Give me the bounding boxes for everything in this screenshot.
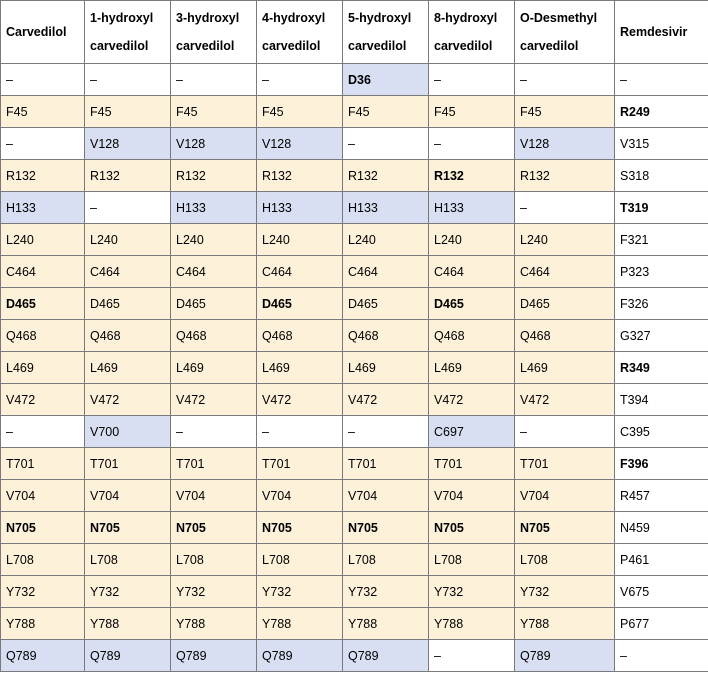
table-cell: V704 [257,480,343,512]
table-row [1,128,708,160]
table-cell: Q468 [1,320,85,352]
table-cell: L240 [343,224,429,256]
table-cell: L469 [85,352,171,384]
table-cell: T701 [343,448,429,480]
table-cell: R132 [343,160,429,192]
table-cell: L708 [1,544,85,576]
table-cell: N705 [85,512,171,544]
table-cell: N459 [615,512,708,544]
table-cell: H133 [1,192,85,224]
table-cell: C464 [257,256,343,288]
table-cell: F45 [343,96,429,128]
table-cell: – [515,192,615,224]
table-cell: C395 [615,416,708,448]
table-cell: L240 [171,224,257,256]
table-cell: Q468 [257,320,343,352]
table-cell: – [615,640,708,672]
column-header [1,1,85,64]
table-cell: Y732 [515,576,615,608]
table-cell: C464 [343,256,429,288]
table-row [1,352,708,384]
table-cell: V472 [429,384,515,416]
table-cell: P323 [615,256,708,288]
table-cell: S318 [615,160,708,192]
column-header-line: 3-hydroxyl [176,11,240,25]
table-cell: Y788 [515,608,615,640]
table-cell: N705 [515,512,615,544]
column-header-line: carvedilol [348,39,407,53]
table-cell: V128 [85,128,171,160]
table-cell: – [515,64,615,96]
table-row [1,544,708,576]
table-cell: T701 [1,448,85,480]
table-cell: L240 [257,224,343,256]
table-cell: D465 [85,288,171,320]
table-cell: C464 [171,256,257,288]
table-row [1,512,708,544]
table-cell: Y788 [85,608,171,640]
table-cell: V128 [515,128,615,160]
table-cell: L469 [429,352,515,384]
column-header-line: carvedilol [520,39,579,53]
table-cell: F45 [257,96,343,128]
table-cell: R132 [429,160,515,192]
column-header-line: 4-hydroxyl [262,11,326,25]
column-header-line: 1-hydroxyl [90,11,154,25]
table-cell: Q789 [257,640,343,672]
header-row [1,1,708,64]
table-cell: V675 [615,576,708,608]
table-cell: R132 [171,160,257,192]
table-cell: C464 [85,256,171,288]
table-cell: T701 [515,448,615,480]
table-cell: – [343,128,429,160]
table-cell: L469 [343,352,429,384]
table-cell: – [171,416,257,448]
column-header [171,1,257,64]
table-cell: Q789 [515,640,615,672]
table-cell: R249 [615,96,708,128]
table-cell: V472 [1,384,85,416]
table-cell: N705 [429,512,515,544]
table-cell: – [515,416,615,448]
table-cell: V472 [515,384,615,416]
table-cell: F45 [429,96,515,128]
column-header-line: Carvedilol [6,25,67,39]
column-header-line: carvedilol [176,39,235,53]
table-cell: R132 [85,160,171,192]
table-cell: Y788 [257,608,343,640]
table-cell: R132 [515,160,615,192]
column-header-line: 5-hydroxyl [348,11,412,25]
table-cell: Q789 [171,640,257,672]
table-cell: L469 [515,352,615,384]
table-row [1,224,708,256]
table-cell: – [429,128,515,160]
table-cell: T701 [85,448,171,480]
table-cell: V472 [343,384,429,416]
table-cell: V704 [343,480,429,512]
table-cell: V472 [171,384,257,416]
table-cell: Q468 [171,320,257,352]
table-cell: L240 [429,224,515,256]
table-cell: – [343,416,429,448]
column-header-line: 8-hydroxyl [434,11,498,25]
table-cell: – [429,64,515,96]
table-cell: T701 [429,448,515,480]
table-cell: C464 [515,256,615,288]
table-cell: L240 [515,224,615,256]
table-cell: D465 [343,288,429,320]
table-row [1,320,708,352]
table-cell: – [1,128,85,160]
table-cell: Q789 [85,640,171,672]
table-cell: L708 [257,544,343,576]
table-cell: D465 [515,288,615,320]
table-row [1,384,708,416]
table-cell: L708 [515,544,615,576]
table-row [1,96,708,128]
table-cell: T701 [257,448,343,480]
table-cell: N705 [257,512,343,544]
table-cell: V704 [85,480,171,512]
table-cell: T701 [171,448,257,480]
table-row [1,576,708,608]
table-cell: V704 [1,480,85,512]
table-cell: V704 [515,480,615,512]
table-cell: Y788 [171,608,257,640]
table-cell: – [1,416,85,448]
table-cell: F45 [85,96,171,128]
column-header [615,1,708,64]
table-cell: T394 [615,384,708,416]
column-header [515,1,615,64]
table-cell: V704 [171,480,257,512]
table-cell: L469 [171,352,257,384]
table-row [1,288,708,320]
table-cell: N705 [1,512,85,544]
table-cell: L708 [429,544,515,576]
table-cell: R457 [615,480,708,512]
column-header-line: Remdesivir [620,25,688,39]
table-cell: L708 [85,544,171,576]
table-cell: F45 [1,96,85,128]
table-cell: – [257,64,343,96]
table-row [1,256,708,288]
table-cell: N705 [171,512,257,544]
table-cell: L240 [85,224,171,256]
table-cell: Q789 [1,640,85,672]
table-cell: Q468 [515,320,615,352]
table-cell: C697 [429,416,515,448]
table-row [1,640,708,672]
table-cell: F396 [615,448,708,480]
table-cell: – [429,640,515,672]
table-cell: V472 [257,384,343,416]
table-row [1,416,708,448]
table-cell: – [171,64,257,96]
table-cell: – [1,64,85,96]
table-cell: D465 [429,288,515,320]
table-body [1,64,708,672]
table-cell: Y788 [429,608,515,640]
table-cell: L240 [1,224,85,256]
column-header-line: carvedilol [434,39,493,53]
table-cell: C464 [429,256,515,288]
table-cell: T319 [615,192,708,224]
table-row [1,480,708,512]
table-cell: Y732 [85,576,171,608]
table-cell: D465 [257,288,343,320]
table-cell: F45 [171,96,257,128]
table-cell: N705 [343,512,429,544]
table-cell: D465 [1,288,85,320]
column-header-line: carvedilol [90,39,149,53]
table-cell: F45 [515,96,615,128]
table-cell: V128 [257,128,343,160]
table-cell: H133 [343,192,429,224]
column-header [257,1,343,64]
table-row [1,608,708,640]
table-cell: R349 [615,352,708,384]
table-cell: R132 [257,160,343,192]
table-cell: Y788 [1,608,85,640]
table-row [1,192,708,224]
table-cell: G327 [615,320,708,352]
table-cell: V704 [429,480,515,512]
table-cell: H133 [257,192,343,224]
table-row [1,448,708,480]
table-cell: Q468 [343,320,429,352]
table-cell: L469 [257,352,343,384]
table-row [1,64,708,96]
table-cell: C464 [1,256,85,288]
table-cell: V472 [85,384,171,416]
table-cell: L708 [343,544,429,576]
column-header [343,1,429,64]
table-cell: V700 [85,416,171,448]
table-row [1,160,708,192]
table-cell: P677 [615,608,708,640]
table-cell: H133 [429,192,515,224]
table-cell: Q789 [343,640,429,672]
table-cell: Y732 [429,576,515,608]
table-cell: F321 [615,224,708,256]
table-cell: Q468 [85,320,171,352]
table-cell: – [85,192,171,224]
table-cell: L708 [171,544,257,576]
table-cell: L469 [1,352,85,384]
table-cell: D36 [343,64,429,96]
column-header [429,1,515,64]
column-header-line: carvedilol [262,39,321,53]
table-cell: Y732 [1,576,85,608]
column-header-line: O-Desmethyl [520,11,598,25]
column-header [85,1,171,64]
table-cell: – [257,416,343,448]
table-cell: V315 [615,128,708,160]
table-cell: Y732 [343,576,429,608]
table-cell: Y788 [343,608,429,640]
table-cell: Q468 [429,320,515,352]
table-cell: H133 [171,192,257,224]
table-cell: F326 [615,288,708,320]
table-cell: – [615,64,708,96]
table-cell: R132 [1,160,85,192]
table-cell: V128 [171,128,257,160]
table-cell: P461 [615,544,708,576]
table-cell: D465 [171,288,257,320]
table-cell: – [85,64,171,96]
table-cell: Y732 [257,576,343,608]
table-cell: Y732 [171,576,257,608]
